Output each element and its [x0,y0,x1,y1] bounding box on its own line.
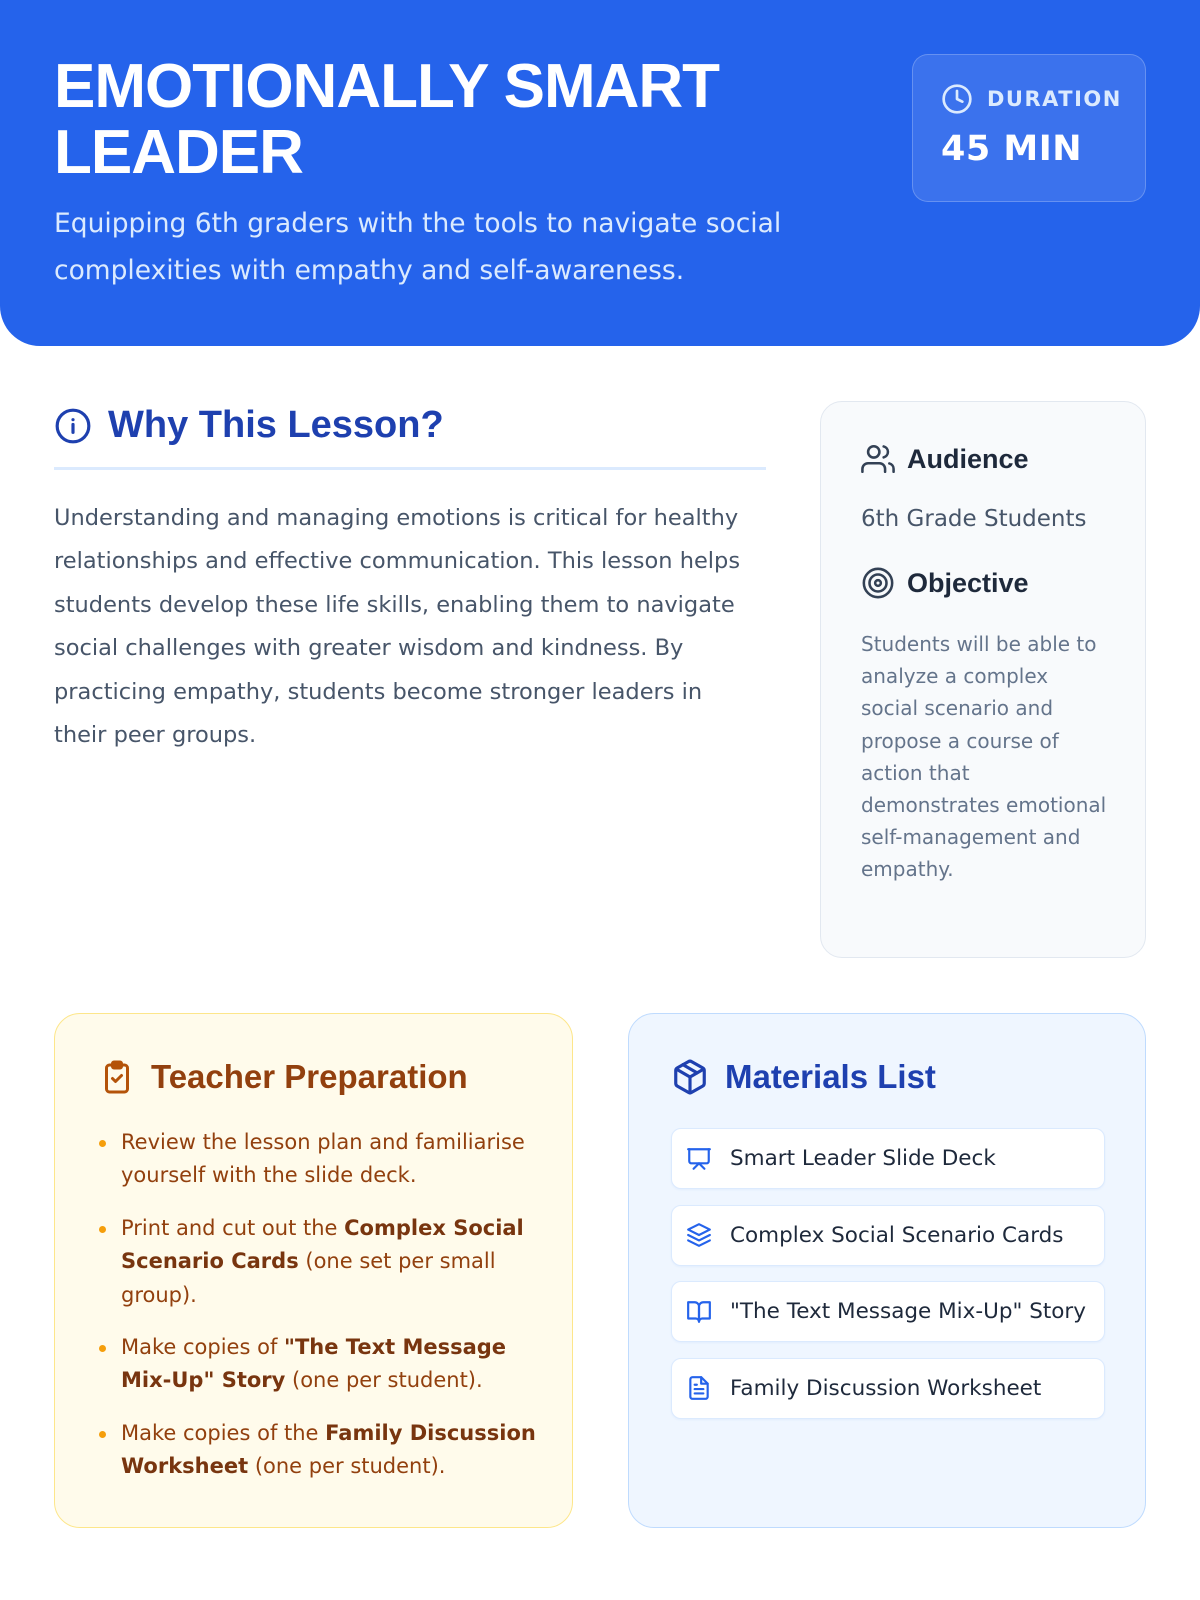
item-highlight: "The Text Message Mix-Up" Story [121,1335,507,1393]
users-icon [861,442,895,476]
materials-list [671,1128,1105,1434]
material-item [671,1205,1105,1266]
presentation-icon [686,1146,712,1172]
teacher-preparation-card [54,1013,573,1528]
why-heading-row [54,404,444,447]
objective-text: Students will be able to analyze a complex social scenario and propose a course of action that demonstrates emotional self-management and empathy. [861,632,1107,882]
audience-title: Audience [907,443,1029,474]
duration-label: DURATION [987,87,1122,111]
duration-label-row [941,83,1122,115]
materials-heading-row [671,1058,936,1096]
material-label: "The Text Message Mix-Up" Story [730,1299,1086,1324]
material-label: Complex Social Scenario Cards [730,1222,1064,1248]
preparation-list [99,1126,539,1503]
preparation-item [99,1126,539,1193]
why-heading: Why This Lesson? [108,404,444,446]
material-item [671,1128,1105,1189]
preparation-item [99,1212,539,1312]
clock-icon [941,83,973,115]
material-label: Smart Leader Slide Deck [730,1146,996,1171]
item-text: Make copies of the [121,1420,326,1445]
material-item [671,1281,1105,1342]
preparation-heading-row [99,1058,468,1096]
audience-heading-row [861,442,1029,476]
material-item [671,1358,1105,1419]
item-highlight: Family Discussion Worksheet [121,1420,536,1479]
why-body: Understanding and managing emotions is critical for healthy relationships and effective communication. This lesson helps students develop these life skills, enabling them to navigate social challenges with greater wisdom and kindness. By practicing empathy, students become stronger leaders in their peer groups. [54,505,741,749]
duration-card [912,54,1146,202]
item-text: Review the lesson plan and familiarise yourself with the slide deck. [121,1130,525,1188]
preparation-title: Teacher Preparation [151,1058,468,1095]
info-icon [54,407,92,445]
lesson-subtitle: Equipping 6th graders with the tools to navigate social complexities with empathy and self-awareness. [54,208,782,286]
book-open-icon [686,1299,712,1325]
preparation-item [99,1331,539,1398]
item-text: Print and cut out the [121,1215,345,1240]
materials-card [628,1013,1146,1528]
preparation-item [99,1417,539,1484]
item-text: (one per student). [248,1454,446,1479]
section-divider [54,467,766,470]
package-icon [671,1058,709,1096]
item-text: Make copies of [121,1335,285,1360]
duration-value: 45 MIN [941,129,1083,169]
materials-title: Materials List [725,1058,936,1095]
audience-value: 6th Grade Students [861,506,1087,532]
objective-heading-row [861,566,1029,600]
lesson-header [0,0,1200,346]
file-text-icon [686,1375,712,1401]
objective-title: Objective [907,567,1029,598]
item-text: (one set per small group). [121,1249,496,1307]
material-label: Family Discussion Worksheet [730,1375,1042,1401]
clipboard-check-icon [99,1059,135,1095]
layers-icon [686,1222,712,1248]
target-icon [861,566,895,600]
item-text: (one per student). [285,1368,483,1393]
lesson-title: EMOTIONALLY SMART LEADER [54,52,720,187]
item-highlight: Complex Social Scenario Cards [121,1215,524,1274]
overview-card [820,401,1146,958]
